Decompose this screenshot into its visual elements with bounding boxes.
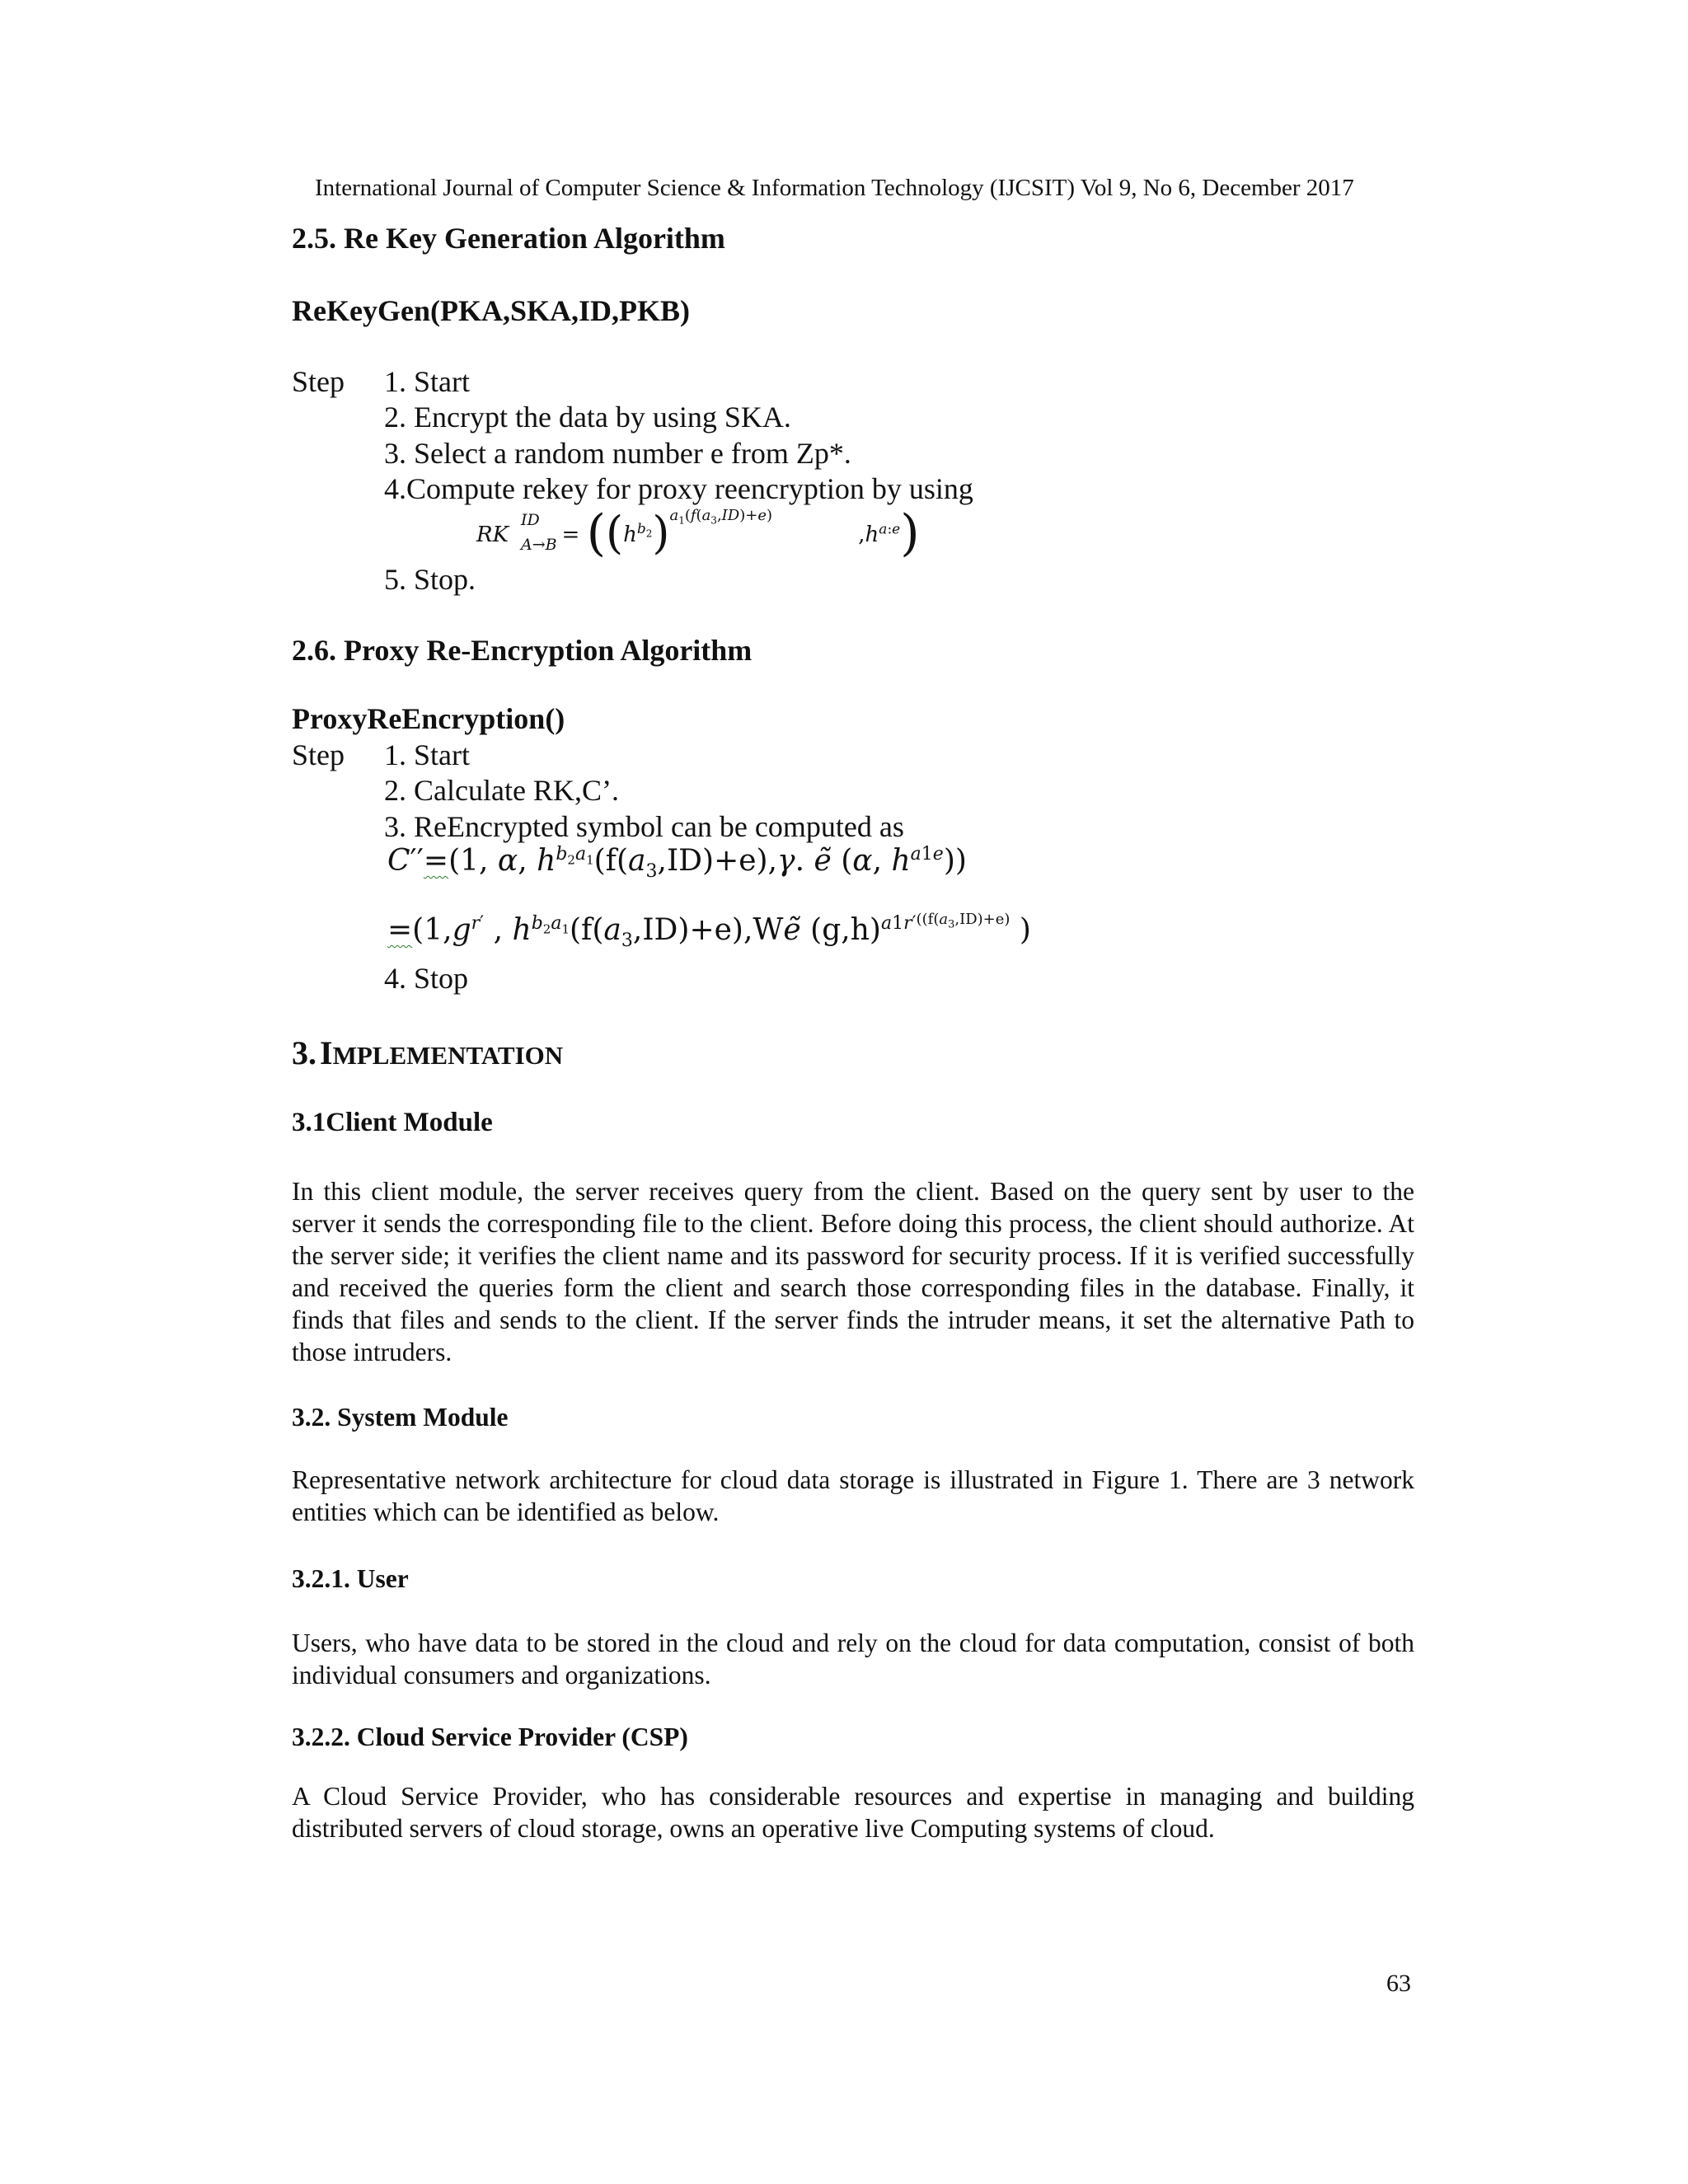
section-2-6-title: 2.6. Proxy Re-Encryption Algorithm [292, 634, 753, 667]
section-3-2-2-title: 3.2.2. Cloud Service Provider (CSP) [292, 1722, 688, 1751]
section-3-2-2-body: A Cloud Service Provider, who has considerable resources and expertise in managing and building distributed servers of cloud storage, owns an operative live Computing systems of cloud. [292, 1782, 1414, 1843]
section-2-5-title: 2.5. Re Key Generation Algorithm [292, 222, 725, 255]
page-number: 63 [1386, 1970, 1411, 1997]
step-label: Step [292, 365, 345, 398]
proxy-reencryption-signature: ProxyReEncryption() [292, 702, 565, 735]
section-3-title: 3. IMPLEMENTATION [292, 1034, 564, 1071]
reencryption-formula-line-1: C′′=(1, α, $h^{b_2a_1}(f(a_3,ID)+e),\gamma$. ẽ (α, $h^{a1e}$)) [387, 844, 967, 883]
proxy-step-1: 1. Start [384, 738, 470, 771]
step-label: Step [292, 738, 345, 771]
rekey-formula: RK ID A→B = ($(h^{b_2})^{a_1(f(a_3,ID)+e)}$ $,h^{a:e}$) [476, 504, 920, 562]
rekeygen-signature: ReKeyGen(PKA,SKA,ID,PKB) [292, 294, 690, 327]
section-3-2-1-title: 3.2.1. User [292, 1564, 409, 1593]
section-3-2-title: 3.2. System Module [292, 1403, 509, 1432]
section-3-2-1-body: Users, who have data to be stored in the cloud and rely on the cloud for data computation, consist of both individual consumers and organizations. [292, 1629, 1414, 1690]
proxy-step-3: 3. ReEncrypted symbol can be computed as [384, 810, 904, 843]
rekey-step-4: 4.Compute rekey for proxy reencryption by using [384, 472, 973, 505]
reencryption-formula-line-2: $=(1,g^{r'}$ , $h^{b_2a_1}(f(a_3,ID)+e),Wẽ$ $(g,h)^{a1r'^{((f(a_3,ID)+e)}}$ ) [387, 911, 1031, 952]
section-3-1-body: In this client module, the server receives query from the client. Based on the query sent by user to the server it sends the corresponding file to the client. Before doing this process, the client should authorize. At the server side; it verifies the client name and its password for security process. If it is verified successfully and received the queries form the client and search those corresponding files in the database. Finally, it finds that files and sends to the client. If the server finds the intruder means, it set the alternative Path to those intruders. [292, 1177, 1414, 1366]
section-3-1-title: 3.1Client Module [292, 1108, 493, 1137]
rekey-step-5: 5. Stop. [384, 563, 476, 596]
proxy-step-4: 4. Stop [384, 962, 469, 995]
rekey-step-3: 3. Select a random number e from Zp*. [384, 437, 851, 470]
proxy-step-2: 2. Calculate RK,C’. [384, 774, 619, 807]
rekey-step-1: 1. Start [384, 365, 470, 398]
rekey-step-2: 2. Encrypt the data by using SKA. [384, 401, 791, 434]
running-header: International Journal of Computer Science & Information Technology (IJCSIT) Vol 9, No 6, December 2017 [315, 175, 1354, 201]
section-3-2-body: Representative network architecture for cloud data storage is illustrated in Figure 1. There are 3 network entities which can be identified as below. [292, 1465, 1414, 1526]
